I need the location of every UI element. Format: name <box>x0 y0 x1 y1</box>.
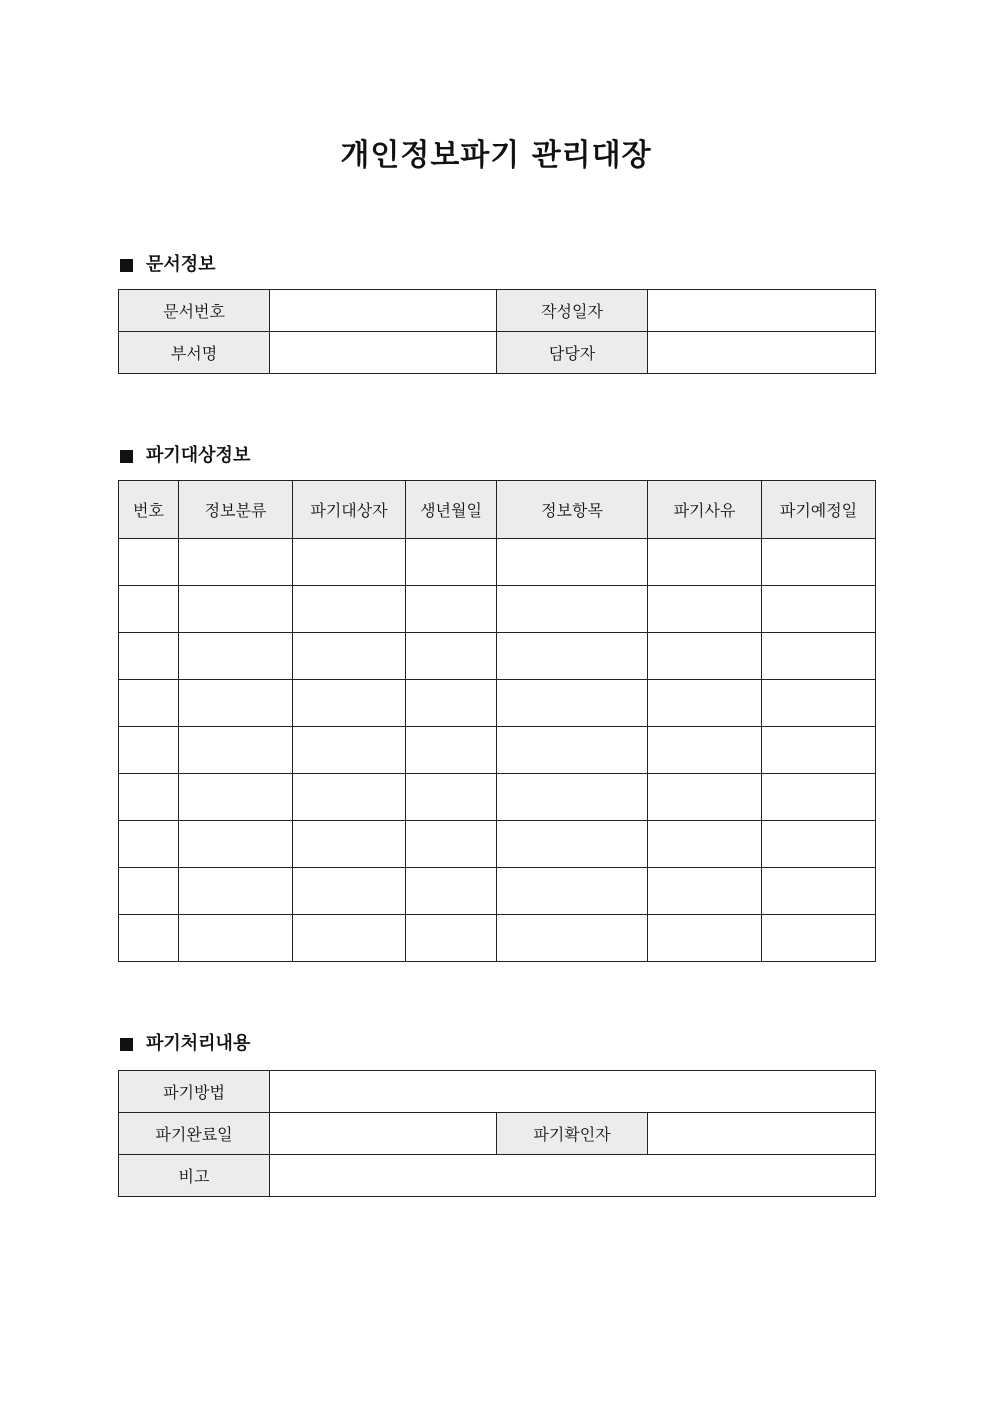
doc-info-table <box>118 289 876 374</box>
confirmer-label: 파기확인자 <box>497 1113 648 1155</box>
confirmer-field[interactable] <box>648 1113 876 1155</box>
completed-date-label: 파기완료일 <box>119 1113 270 1155</box>
square-bullet-icon <box>120 259 133 272</box>
completed-date-field[interactable] <box>270 1113 497 1155</box>
table-cell[interactable] <box>119 539 179 586</box>
table-row <box>119 1113 876 1155</box>
table-cell[interactable] <box>406 539 497 586</box>
table-cell[interactable] <box>179 680 293 727</box>
table-cell[interactable] <box>406 821 497 868</box>
col-header-category: 정보분류 <box>179 481 293 539</box>
table-cell[interactable] <box>179 586 293 633</box>
table-cell[interactable] <box>293 915 406 962</box>
table-cell[interactable] <box>293 586 406 633</box>
table-cell[interactable] <box>648 680 762 727</box>
table-cell[interactable] <box>179 915 293 962</box>
table-cell[interactable] <box>497 586 648 633</box>
table-cell[interactable] <box>762 633 876 680</box>
section-heading-label: 문서정보 <box>146 254 216 275</box>
department-field[interactable] <box>270 332 497 374</box>
remarks-label: 비고 <box>119 1155 270 1197</box>
col-header-scheduled-date: 파기예정일 <box>762 481 876 539</box>
table-cell[interactable] <box>648 915 762 962</box>
table-cell[interactable] <box>762 586 876 633</box>
doc-number-label: 문서번호 <box>119 290 270 332</box>
manager-field[interactable] <box>648 332 876 374</box>
page-title: 개인정보파기 관리대장 <box>340 138 652 173</box>
table-row <box>119 680 876 727</box>
table-row <box>119 1071 876 1113</box>
created-date-field[interactable] <box>648 290 876 332</box>
table-cell[interactable] <box>119 915 179 962</box>
table-cell[interactable] <box>497 539 648 586</box>
table-cell[interactable] <box>406 915 497 962</box>
table-row <box>119 633 876 680</box>
method-label: 파기방법 <box>119 1071 270 1113</box>
table-cell[interactable] <box>648 727 762 774</box>
table-cell[interactable] <box>119 586 179 633</box>
table-row <box>119 727 876 774</box>
table-cell[interactable] <box>406 774 497 821</box>
department-label: 부서명 <box>119 332 270 374</box>
created-date-label: 작성일자 <box>497 290 648 332</box>
table-cell[interactable] <box>179 539 293 586</box>
table-cell[interactable] <box>648 633 762 680</box>
disposal-table <box>118 1070 876 1197</box>
table-row <box>119 1155 876 1197</box>
square-bullet-icon <box>120 450 133 463</box>
doc-number-field[interactable] <box>270 290 497 332</box>
section-heading-disposal <box>120 1032 250 1056</box>
table-row <box>119 332 876 374</box>
table-cell[interactable] <box>293 633 406 680</box>
table-cell[interactable] <box>293 727 406 774</box>
col-header-info-items: 정보항목 <box>497 481 648 539</box>
table-cell[interactable] <box>762 821 876 868</box>
table-row <box>119 586 876 633</box>
table-header-row <box>119 481 876 539</box>
table-cell[interactable] <box>762 539 876 586</box>
table-cell[interactable] <box>648 774 762 821</box>
table-cell[interactable] <box>406 727 497 774</box>
table-row <box>119 915 876 962</box>
table-cell[interactable] <box>497 680 648 727</box>
table-cell[interactable] <box>293 680 406 727</box>
square-bullet-icon <box>120 1038 133 1051</box>
table-row <box>119 868 876 915</box>
table-cell[interactable] <box>119 633 179 680</box>
table-cell[interactable] <box>293 868 406 915</box>
table-cell[interactable] <box>179 774 293 821</box>
section-heading-label: 파기처리내용 <box>146 1033 251 1054</box>
table-cell[interactable] <box>497 727 648 774</box>
table-cell[interactable] <box>497 774 648 821</box>
targets-table <box>118 480 876 962</box>
table-row <box>119 774 876 821</box>
table-row <box>119 821 876 868</box>
table-cell[interactable] <box>762 774 876 821</box>
table-cell[interactable] <box>406 586 497 633</box>
table-cell[interactable] <box>293 539 406 586</box>
table-cell[interactable] <box>406 633 497 680</box>
table-cell[interactable] <box>119 680 179 727</box>
table-cell[interactable] <box>406 868 497 915</box>
table-cell[interactable] <box>648 821 762 868</box>
table-row <box>119 539 876 586</box>
table-cell[interactable] <box>762 727 876 774</box>
table-cell[interactable] <box>497 868 648 915</box>
table-row <box>119 290 876 332</box>
table-cell[interactable] <box>497 633 648 680</box>
table-cell[interactable] <box>497 821 648 868</box>
manager-label: 담당자 <box>497 332 648 374</box>
table-cell[interactable] <box>179 821 293 868</box>
table-cell[interactable] <box>119 774 179 821</box>
table-cell[interactable] <box>293 774 406 821</box>
table-cell[interactable] <box>179 633 293 680</box>
section-heading-doc-info <box>120 253 216 277</box>
method-field[interactable] <box>270 1071 876 1113</box>
table-cell[interactable] <box>648 868 762 915</box>
table-cell[interactable] <box>762 915 876 962</box>
table-cell[interactable] <box>648 539 762 586</box>
col-header-birthdate: 생년월일 <box>406 481 497 539</box>
table-cell[interactable] <box>179 727 293 774</box>
section-heading-label: 파기대상정보 <box>146 445 251 466</box>
table-cell[interactable] <box>497 915 648 962</box>
col-header-number: 번호 <box>119 481 179 539</box>
col-header-reason: 파기사유 <box>648 481 762 539</box>
table-cell[interactable] <box>293 821 406 868</box>
table-cell[interactable] <box>179 868 293 915</box>
table-cell[interactable] <box>119 821 179 868</box>
targets-table-body <box>119 539 876 962</box>
table-cell[interactable] <box>762 680 876 727</box>
section-heading-targets <box>120 444 250 468</box>
table-cell[interactable] <box>119 868 179 915</box>
col-header-subject: 파기대상자 <box>293 481 406 539</box>
table-cell[interactable] <box>119 727 179 774</box>
table-cell[interactable] <box>648 586 762 633</box>
remarks-field[interactable] <box>270 1155 876 1197</box>
table-cell[interactable] <box>406 680 497 727</box>
table-cell[interactable] <box>762 868 876 915</box>
